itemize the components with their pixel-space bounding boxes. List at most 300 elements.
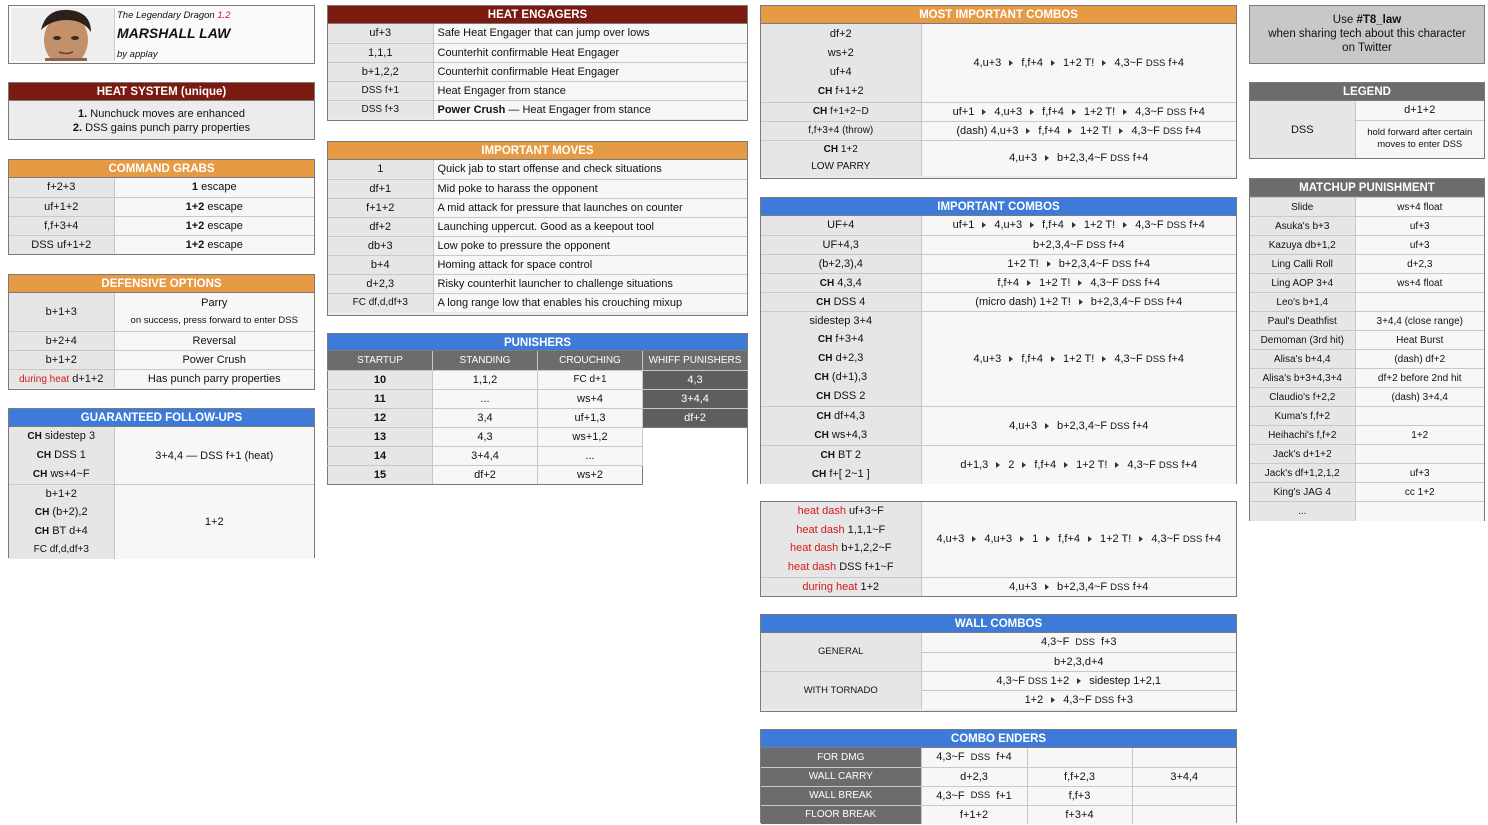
punishers-table: [327, 351, 748, 485]
combo-starter: UF+4: [761, 216, 921, 235]
arrow-icon: [1078, 280, 1082, 286]
move-input: d+2,3: [328, 274, 433, 293]
combo-route: [921, 748, 1027, 767]
standing: ...: [433, 389, 538, 408]
starter: [13, 465, 110, 484]
combo-route: [921, 292, 1236, 311]
combo-route: [921, 311, 1236, 406]
wall-label: GENERAL: [761, 633, 921, 671]
grab-escape: [114, 235, 314, 254]
important-moves-panel: [327, 141, 748, 316]
arrow-icon: [1045, 423, 1049, 429]
heat-prefix: heat dash: [787, 560, 837, 573]
table-row: [1250, 388, 1484, 407]
table-row: [761, 445, 1236, 484]
combo-enders-table: [761, 748, 1236, 824]
legend-term: DSS: [1250, 101, 1355, 158]
arrow-icon: [996, 462, 1000, 468]
table-row: [9, 331, 314, 350]
heat-prefix: during heat: [802, 580, 858, 593]
startup: 13: [328, 427, 433, 446]
startup: 11: [328, 389, 433, 408]
whiff: 4,3: [643, 370, 748, 389]
arrow-icon: [1077, 678, 1081, 684]
command-grabs-panel: [8, 159, 315, 255]
matchup-move: Demoman (3rd hit): [1250, 331, 1355, 350]
defensive-options-title: DEFENSIVE OPTIONS: [9, 275, 314, 293]
combo-starters: [761, 406, 921, 445]
table-row: [1250, 464, 1484, 483]
crouching: ws+1,2: [538, 427, 643, 446]
combo-sequence: b+2,3,d+4: [1053, 655, 1104, 668]
combo-sequence: [1009, 152, 1148, 164]
move-input: b+4: [328, 255, 433, 274]
ender-cell: [1132, 748, 1236, 767]
combo-route: [921, 633, 1236, 652]
arrow-icon: [1026, 128, 1030, 134]
combo-step: 4,u+3: [936, 533, 965, 546]
starter-move: b+1+2: [45, 488, 77, 500]
combo-step: f,f+4: [1042, 219, 1064, 232]
combo-sequence: [1007, 258, 1150, 270]
heat-combos-panel: [760, 501, 1237, 597]
arrow-icon: [1072, 222, 1076, 228]
followup-result: 1+2: [114, 485, 314, 560]
table-row: [761, 24, 1236, 102]
punishers-title: PUNISHERS: [327, 333, 748, 351]
combo-step: b+2,3,4~F DSS f+4: [1033, 238, 1125, 251]
game-title: The Legendary Dragon: [117, 10, 215, 21]
version: 1.2: [217, 10, 231, 21]
line-text: DSS gains punch parry properties: [85, 122, 251, 134]
table-row: [1250, 293, 1484, 312]
author: by applay: [117, 49, 158, 60]
table-row: [328, 255, 747, 274]
combo-sequence: [1009, 420, 1148, 432]
ender-label: FLOOR BREAK: [761, 805, 921, 824]
line-num: 2.: [72, 122, 83, 134]
legend-input: d+1+2: [1355, 101, 1484, 120]
line-num: 1.: [78, 108, 88, 120]
legend-desc: hold forward after certain moves to enter DSS: [1355, 120, 1484, 158]
ch-tag: CH: [32, 469, 48, 480]
starter: [13, 541, 110, 559]
table-row: [9, 197, 314, 216]
escape-text: escape: [204, 238, 243, 251]
ender-cell: f,f+3: [1027, 786, 1132, 805]
move-input: d+1+2: [72, 372, 104, 385]
startup: 12: [328, 408, 433, 427]
combo-sequence: 4,3~F DSS f+4: [936, 751, 1012, 764]
starter-move: CH df+4,3: [816, 409, 865, 422]
table-row: [1250, 331, 1484, 350]
matchup-punish: uf+3: [1355, 464, 1484, 483]
move-desc: Low poke to pressure the opponent: [433, 236, 747, 255]
combo-sequence: [1025, 694, 1133, 706]
table-row: [328, 236, 747, 255]
table-row: [328, 389, 748, 408]
engager-move: DSS f+3: [328, 100, 433, 119]
defense-desc: [114, 293, 314, 331]
combo-sequence: [1033, 239, 1124, 251]
ender-cell: f+3+4: [1027, 805, 1132, 824]
table-row: [761, 216, 1236, 235]
ch-tag: CH: [34, 507, 50, 518]
engager-desc: Safe Heat Engager that can jump over lows: [433, 24, 747, 43]
table-row: [1250, 369, 1484, 388]
starter-move: CH 1+2: [823, 144, 858, 156]
combo-step: b+2,3,4~F DSS f+4: [1058, 257, 1151, 270]
table-row: [9, 350, 314, 369]
combo-route: [921, 24, 1236, 102]
starter-move: ws+4~F: [50, 468, 90, 480]
combo-step: 1+2 T!: [1063, 56, 1095, 69]
heat-engagers-title: HEAT ENGAGERS: [328, 6, 747, 24]
starter-move: [765, 539, 917, 558]
empty-cell: [643, 446, 748, 465]
table-row: [9, 178, 314, 197]
combo-route: [921, 671, 1236, 690]
legend-table: [1250, 101, 1484, 158]
starter-move: CH BT 2: [820, 448, 862, 461]
table-row: [328, 24, 747, 43]
defense-move: b+2+4: [9, 331, 114, 350]
combo-step: 4,u+3: [973, 56, 1002, 69]
matchup-title: MATCHUP PUNISHMENT: [1250, 179, 1484, 197]
table-row: [9, 293, 314, 331]
combo-starter: CH f+1+2~D: [761, 102, 921, 121]
table-row: [1250, 426, 1484, 445]
combo-starter: CH 4,3,4: [761, 273, 921, 292]
combo-starters: [761, 311, 921, 406]
heat-combos-table: [761, 502, 1236, 596]
engager-move: b+1,2,2: [328, 62, 433, 81]
combo-step: f,f+4: [1021, 56, 1044, 69]
grab-escape: [114, 216, 314, 235]
table-row: [761, 406, 1236, 445]
combo-sequence: [1009, 581, 1148, 593]
arrow-icon: [1068, 128, 1072, 134]
followup-result: 3+4,4 — DSS f+1 (heat): [114, 427, 314, 485]
table-row: [328, 465, 748, 484]
combo-sequence: [960, 459, 1197, 471]
table-row: [761, 273, 1236, 292]
standing: 3+4,4: [433, 446, 538, 465]
combo-step: f,f+4: [1042, 105, 1064, 118]
combo-step: 4,u+3: [994, 105, 1023, 118]
combo-sequence: [996, 675, 1161, 687]
escape-text: escape: [204, 219, 243, 232]
combo-step: 4,3~F DSS f+4: [1135, 219, 1205, 232]
matchup-punish: 3+4,4 (close range): [1355, 312, 1484, 331]
table-row: [761, 235, 1236, 254]
table-row: [9, 235, 314, 254]
starter-move: LOW PARRY: [811, 161, 871, 173]
table-row: [328, 62, 747, 81]
profile-card: [8, 5, 315, 64]
matchup-move: Slide: [1250, 198, 1355, 217]
ender-cell: f+1+2: [921, 805, 1027, 824]
combo-step: b+2,3,4~F DSS f+4: [1090, 295, 1183, 308]
combo-route: [921, 273, 1236, 292]
arrow-icon: [1051, 356, 1055, 362]
engager-desc: Counterhit confirmable Heat Engager: [433, 43, 747, 62]
combo-step: uf+1: [952, 219, 975, 232]
defense-move: [9, 369, 114, 388]
table-row: [1250, 312, 1484, 331]
ender-cell: f,f+2,3: [1027, 767, 1132, 786]
table-row: [1250, 407, 1484, 426]
combo-sequence: 4,3~F DSS f+3: [1040, 636, 1117, 649]
combo-step: 1+2 T!: [1083, 105, 1116, 118]
table-row: [1250, 483, 1484, 502]
starter-move: df+2: [829, 27, 852, 40]
table-row: [761, 748, 1236, 767]
engager-desc-text: — Heat Engager from stance: [505, 103, 651, 116]
character-portrait: [11, 8, 115, 61]
table-row: [9, 485, 314, 560]
combo-step: 4,u+3: [984, 533, 1013, 546]
arrow-icon: [1027, 280, 1031, 286]
combo-step: uf+1: [952, 105, 975, 118]
combo-starter: f,f+3+4 (throw): [761, 121, 921, 140]
parry-note: on success, press forward to enter DSS: [130, 314, 298, 326]
starter: [13, 503, 110, 522]
combo-step: 1+2 T!: [1083, 219, 1116, 232]
important-moves-table: [328, 160, 747, 312]
arrow-icon: [1119, 128, 1123, 134]
wall-label: WITH TORNADO: [761, 671, 921, 709]
grab-move: f,f+3+4: [9, 216, 114, 235]
matchup-punish: d+2,3: [1355, 255, 1484, 274]
combo-sequence: [953, 106, 1205, 118]
game-title-line: [117, 10, 231, 21]
move-desc: A mid attack for pressure that launches on counter: [433, 198, 747, 217]
share-text: when sharing tech about this character on Twitter: [1268, 28, 1466, 54]
matchup-move: Claudio's f+2,2: [1250, 388, 1355, 407]
table-row: [761, 121, 1236, 140]
table-row: [761, 671, 1236, 690]
crouching: FC d+1: [538, 370, 643, 389]
arrow-icon: [1102, 356, 1106, 362]
combo-step: b+2,3,4~F DSS f+4: [1056, 152, 1149, 165]
starter-move: (b+2),2: [52, 506, 88, 518]
defense-desc: Reversal: [114, 331, 314, 350]
matchup-move: ...: [1250, 502, 1355, 521]
guaranteed-followups-panel: [8, 408, 315, 558]
share-use: Use: [1332, 14, 1357, 26]
matchup-punish: [1355, 293, 1484, 312]
combo-step: 4,u+3: [1009, 152, 1037, 165]
combo-sequence: [997, 277, 1160, 289]
standing: 3,4: [433, 408, 538, 427]
matchup-punish: uf+3: [1355, 217, 1484, 236]
guaranteed-followups-title: GUARANTEED FOLLOW-UPS: [9, 409, 314, 427]
move-input: 1: [328, 160, 433, 179]
wall-combos-panel: [760, 614, 1237, 712]
crouching: ...: [538, 446, 643, 465]
table-row: [328, 293, 747, 312]
combo-route: [921, 121, 1236, 140]
col-standing: STANDING: [433, 351, 538, 370]
combo-sequence: [973, 57, 1184, 69]
important-combos-panel: [760, 197, 1237, 484]
matchup-punish: [1355, 407, 1484, 426]
startup: 10: [328, 370, 433, 389]
move-input: b+1,2,2~F: [841, 542, 892, 555]
engager-desc: Heat Engager from stance: [433, 81, 747, 100]
combo-route: [921, 102, 1236, 121]
heat-system-title: HEAT SYSTEM (unique): [9, 83, 314, 101]
table-row: [9, 369, 314, 388]
arrow-icon: [1045, 155, 1049, 161]
punishers-panel: [327, 333, 748, 484]
table-row: [1250, 255, 1484, 274]
move-desc: Mid poke to harass the opponent: [433, 179, 747, 198]
defense-desc: Has punch parry properties: [114, 369, 314, 388]
whiff: 3+4,4: [643, 389, 748, 408]
table-row: [761, 767, 1236, 786]
table-row: [328, 160, 747, 179]
starter-move: CH f+1+2: [817, 84, 864, 97]
move-desc: Launching uppercut. Good as a keepout tool: [433, 217, 747, 236]
table-row: [761, 292, 1236, 311]
escape-key: 1+2: [185, 219, 205, 232]
table-row: [9, 427, 314, 485]
starter-move: sidestep 3+4: [809, 314, 873, 327]
heat-prefix: heat dash: [797, 505, 846, 518]
combo-sequence: [953, 219, 1205, 231]
table-row: [1250, 274, 1484, 293]
defense-desc: Power Crush: [114, 350, 314, 369]
grab-move: uf+1+2: [9, 197, 114, 216]
starter-move: CH DSS 2: [816, 389, 866, 402]
table-row: [328, 408, 748, 427]
combo-starters: [761, 502, 921, 577]
startup: 15: [328, 465, 433, 484]
arrow-icon: [1022, 462, 1026, 468]
matchup-punish: (dash) df+2: [1355, 350, 1484, 369]
punishers-header-row: [328, 351, 748, 370]
col-whiff: WHIFF PUNISHERS: [643, 351, 748, 370]
matchup-move: Asuka's b+3: [1250, 217, 1355, 236]
heat-system-line: [9, 107, 314, 121]
combo-step: 4,u+3: [1009, 580, 1037, 593]
matchup-punish: ws+4 float: [1355, 274, 1484, 293]
combo-step: f,f+4: [1038, 124, 1061, 137]
starter-move: BT d+4: [52, 525, 88, 537]
line-text: Nunchuck moves are enhanced: [90, 108, 245, 120]
matchup-move: King's JAG 4: [1250, 483, 1355, 502]
table-row: [1250, 502, 1484, 521]
combo-route: [921, 786, 1027, 805]
heat-prefix: heat dash: [796, 523, 845, 536]
most-important-combos-panel: [760, 5, 1237, 179]
table-row: [1250, 101, 1484, 120]
combo-step: f,f+4: [997, 276, 1020, 289]
starter-move: CH f+3+4: [817, 332, 864, 345]
heat-system-lines: [9, 101, 314, 135]
starter: [13, 522, 110, 541]
defensive-options-panel: [8, 274, 315, 390]
grab-escape: [114, 197, 314, 216]
arrow-icon: [1123, 109, 1127, 115]
combo-step: 1+2 T!: [1039, 276, 1071, 289]
table-row: [761, 577, 1236, 596]
combo-step: 4,3~F DSS f+4: [1127, 458, 1198, 471]
table-row: [328, 43, 747, 62]
crouching: ws+4: [538, 389, 643, 408]
table-row: [328, 179, 747, 198]
matchup-move: Jack's d+1+2: [1250, 445, 1355, 464]
table-row: [1250, 198, 1484, 217]
combo-step: 4,3~F DSS f+4: [1131, 124, 1202, 137]
move-input: uf+3~F: [849, 505, 884, 518]
table-row: [328, 198, 747, 217]
combo-step: f,f+4: [1034, 458, 1057, 471]
escape-key: 1: [191, 181, 199, 194]
arrow-icon: [1123, 222, 1127, 228]
arrow-icon: [1051, 697, 1055, 703]
arrow-icon: [1115, 462, 1119, 468]
table-row: [1250, 350, 1484, 369]
arrow-icon: [1088, 536, 1092, 542]
defense-move: b+1+2: [9, 350, 114, 369]
hashtag: #T8_law: [1356, 14, 1402, 26]
arrow-icon: [1045, 584, 1049, 590]
combo-step: 4,u+3: [994, 219, 1023, 232]
combo-step: f,f+4: [1021, 352, 1044, 365]
matchup-punish: cc 1+2: [1355, 483, 1484, 502]
empty-cell: [643, 465, 748, 484]
arrow-icon: [1046, 536, 1050, 542]
whiff: df+2: [643, 408, 748, 427]
ender-label: WALL CARRY: [761, 767, 921, 786]
matchup-move: Ling Calli Roll: [1250, 255, 1355, 274]
ender-cell: [1132, 805, 1236, 824]
character-name: MARSHALL LAW: [117, 25, 231, 41]
escape-key: 1+2: [185, 238, 205, 251]
arrow-icon: [1009, 60, 1013, 66]
arrow-icon: [982, 222, 986, 228]
followup-starters: [9, 427, 114, 485]
engager-move: DSS f+1: [328, 81, 433, 100]
combo-step: b+2,3,4~F DSS f+4: [1056, 419, 1149, 432]
parry-label: Parry: [201, 296, 228, 309]
arrow-icon: [1020, 536, 1024, 542]
move-desc: Risky counterhit launcher to challenge situations: [433, 274, 747, 293]
ender-cell: d+2,3: [921, 767, 1027, 786]
ender-cell: [1027, 748, 1132, 767]
starter-move: DSS 1: [54, 449, 86, 461]
wall-combos-title: WALL COMBOS: [761, 615, 1236, 633]
combo-step: sidestep 1+2,1: [1089, 674, 1162, 687]
ch-tag: CH: [34, 526, 50, 537]
arrow-icon: [982, 109, 986, 115]
matchup-move: Jack's df+1,2,1,2: [1250, 464, 1355, 483]
table-row: [328, 446, 748, 465]
arrow-icon: [1102, 60, 1106, 66]
combo-step: 4,3~F DSS f+3: [1063, 693, 1133, 706]
matchup-move: Alisa's b+4,4: [1250, 350, 1355, 369]
starter-move: CH (d+1),3: [814, 370, 868, 383]
engager-move: 1,1,1: [328, 43, 433, 62]
arrow-icon: [1030, 109, 1034, 115]
empty-cell: [643, 427, 748, 446]
move-input: 1+2: [860, 580, 880, 593]
startup: 14: [328, 446, 433, 465]
table-row: [761, 502, 1236, 577]
